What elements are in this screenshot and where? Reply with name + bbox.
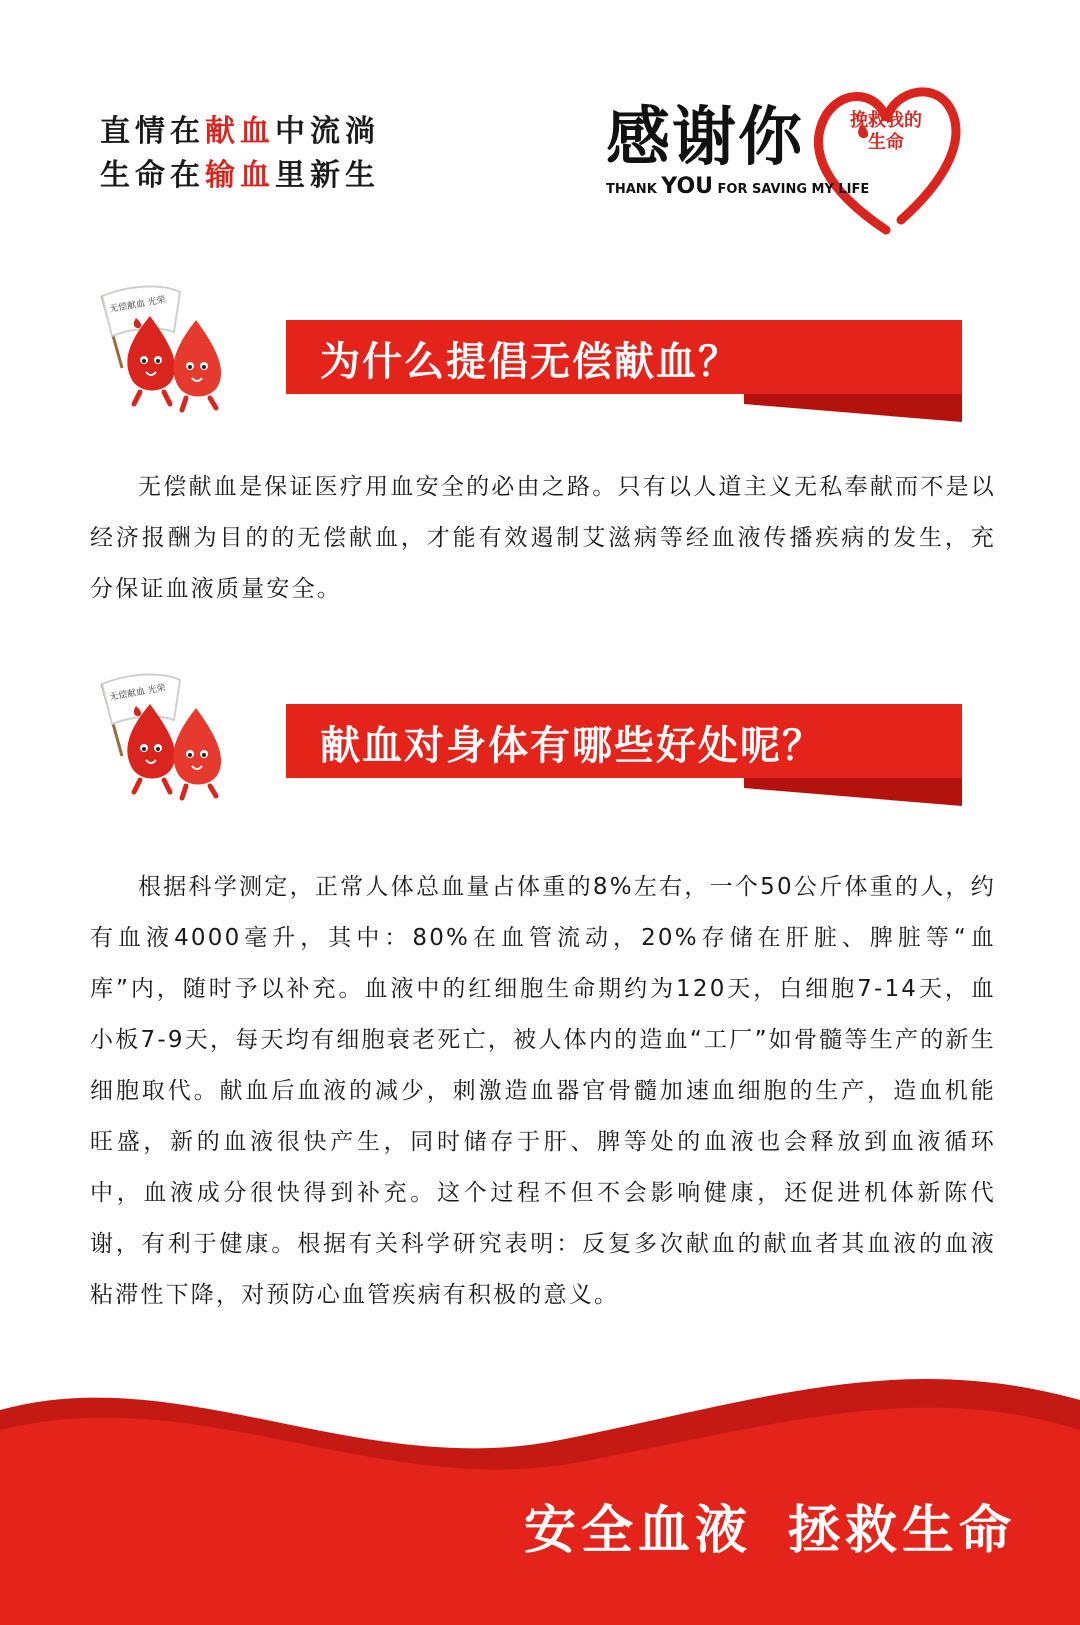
slogan-1-part-2: 中流淌	[275, 114, 380, 149]
slogan-1-highlight: 献血	[205, 114, 275, 149]
heart-caption	[836, 110, 936, 154]
banner-fold-decoration	[744, 778, 962, 806]
subtitle-pre: THANK	[606, 182, 662, 197]
slogan-2-part-2: 里新生	[275, 158, 380, 193]
section-body-1: 无偿献血是保证医疗用血安全的必由之路。只有以人道主义无私奉献而不是以经济报酬为目的的无偿献血，才能有效遏制艾滋病等经血液传播疾病的发生，充分保证血液质量安全。	[90, 474, 996, 602]
heart-icon	[806, 80, 966, 240]
subtitle-you: YOU	[661, 174, 714, 199]
slogan-line-1	[100, 106, 380, 150]
section-title: 献血对身体有哪些好处呢？	[320, 723, 824, 769]
slogan-line-2	[100, 150, 380, 194]
heart-caption-line-1: 挽救我的	[850, 110, 922, 131]
section-banner-2	[286, 704, 962, 816]
section-body-2: 根据科学测定，正常人体总血量占体重的8%左右，一个50公斤体重的人，约有血液4000毫升，其中：80%在血管流动，20%存储在肝脏、脾脏等“血库”内，随时予以补充。血液中的红细胞生命期约为120天，白细胞7-14天，血小板7-9天，每天均有细胞衰老死亡，被人体内的造血“工厂”如骨髓等生产的新生细胞取代。献血后血液的减少，刺激造血器官骨髓加速血细胞的生产，造血机能旺盛，新的血液很快产生，同时储存于肝、脾等处的血液也会释放到血液循环中，血液成分很快得到补充。这个过程不但不会影响健康，还促进机体新陈代谢，有利于健康。根据有关科学研究表明：反复多次献血的献血者其血液的血液粘滞性下降，对预防心血管疾病有积极的意义。	[90, 874, 996, 1308]
slogan-1-part-1: 直情在	[100, 114, 205, 149]
section-title: 为什么提倡无偿献血？	[320, 339, 740, 385]
footer-slogan	[524, 1488, 1016, 1563]
thank-you-subtitle	[606, 174, 869, 199]
footer-slogan-part-2: 拯救生命	[787, 1501, 1016, 1561]
section-banner-1	[286, 320, 962, 432]
footer-slogan-part-1: 安全血液	[523, 1501, 752, 1561]
blood-drop-mascot-icon	[88, 664, 248, 804]
slogan-2-highlight: 输血	[205, 158, 275, 193]
banner-fold-decoration	[744, 394, 962, 422]
heart-caption-line-2: 生命	[868, 132, 904, 153]
thank-you-title: 感谢你	[606, 100, 804, 175]
flag-text: 无偿献血 光荣	[108, 295, 167, 315]
subtitle-post: FOR SAVING MY LIFE	[713, 182, 870, 197]
flag-text: 无偿献血 光荣	[108, 683, 167, 703]
thank-you-logo	[606, 80, 966, 240]
blood-drop-mascot-icon	[88, 276, 248, 416]
slogan-2-part-1: 生命在	[100, 158, 205, 193]
